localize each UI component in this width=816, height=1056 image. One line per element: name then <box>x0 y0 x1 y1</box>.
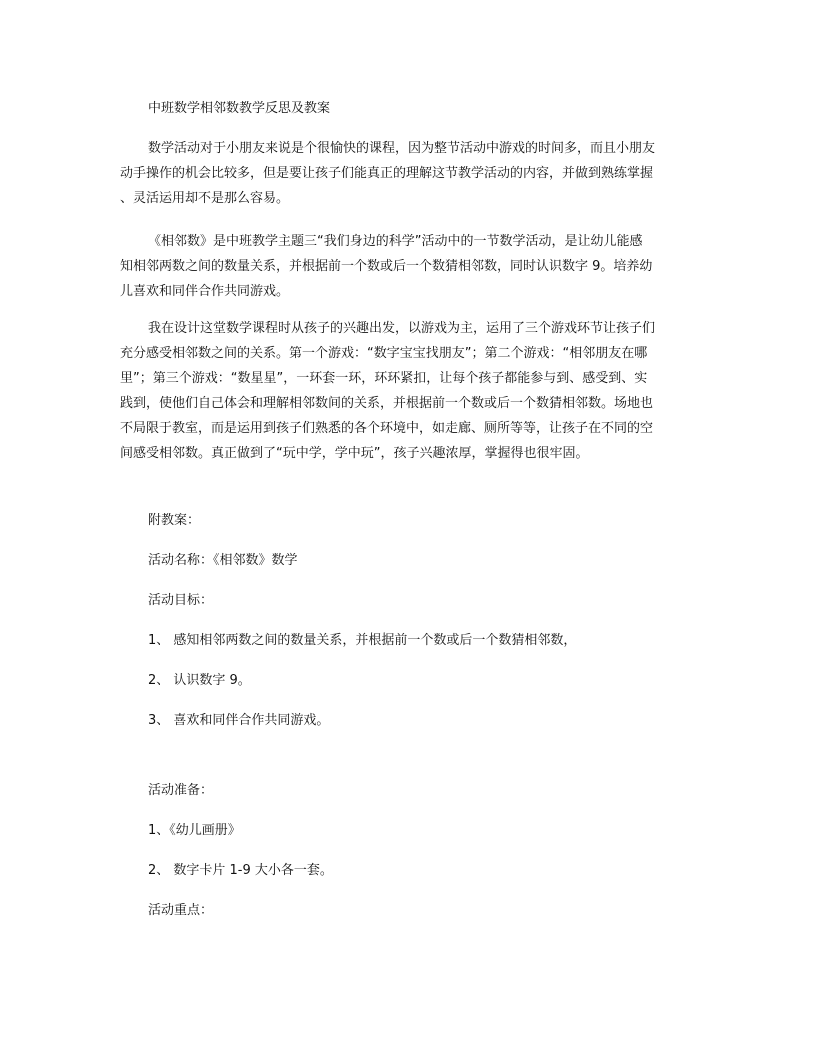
paragraph-line: 、灵活运用却不是那么容易。 <box>120 191 290 206</box>
goal-item-3: 3、 喜欢和同伴合作共同游戏。 <box>148 713 330 728</box>
activity-goals-heading: 活动目标： <box>148 593 214 608</box>
activity-prep-heading: 活动准备： <box>148 783 214 798</box>
prep-item-2: 2、 数字卡片 1-9 大小各一套。 <box>148 863 333 878</box>
paragraph-line: 践到，使他们自己体会和理解相邻数间的关系，并根据前一个数或后一个数猜相邻数。场地也 <box>120 396 654 411</box>
goal-item-2: 2、 认识数字 9。 <box>148 673 251 688</box>
document-title: 中班数学相邻数教学反思及教案 <box>148 101 331 116</box>
attachment-heading: 附教案： <box>148 513 201 528</box>
paragraph-1 <box>120 136 700 211</box>
paragraph-line: 里”；第三个游戏：“数星星”，一环套一环，环环紧扣，让每个孩子都能参与到、感受到、实 <box>120 371 648 386</box>
paragraph-line: 动手操作的机会比较多，但是要让孩子们能真正的理解这节教学活动的内容，并做到熟练掌握 <box>120 166 654 181</box>
paragraph-line: 儿喜欢和同伴合作共同游戏。 <box>120 284 290 299</box>
goal-item-1: 1、 感知相邻两数之间的数量关系，并根据前一个数或后一个数猜相邻数， <box>148 633 577 648</box>
paragraph-line: 数学活动对于小朋友来说是个很愉快的课程，因为整节活动中游戏的时间多，而且小朋友 <box>148 141 656 156</box>
paragraph-line: 《相邻数》是中班教学主题三“我们身边的科学”活动中的一节数学活动，是让幼儿能感 <box>148 234 643 249</box>
paragraph-line: 间感受相邻数。真正做到了“玩中学，学中玩”，孩子兴趣浓厚，掌握得也很牢固。 <box>120 446 589 461</box>
activity-focus-heading: 活动重点： <box>148 903 214 918</box>
paragraph-3 <box>120 316 700 466</box>
paragraph-line: 不局限于教室，而是运用到孩子们熟悉的各个环境中，如走廊、厕所等等，让孩子在不同的空 <box>120 421 654 436</box>
paragraph-line: 知相邻两数之间的数量关系，并根据前一个数或后一个数猜相邻数，同时认识数字 9。培养幼 <box>120 259 653 274</box>
paragraph-line: 我在设计这堂数学课程时从孩子的兴趣出发，以游戏为主，运用了三个游戏环节让孩子们 <box>148 321 656 336</box>
prep-item-1: 1、《幼儿画册》 <box>148 823 241 838</box>
paragraph-2 <box>120 229 700 304</box>
paragraph-line: 充分感受相邻数之间的关系。第一个游戏：“数字宝宝找朋友”；第二个游戏：“相邻朋友在哪 <box>120 346 648 361</box>
activity-name: 活动名称：《相邻数》数学 <box>148 553 298 568</box>
